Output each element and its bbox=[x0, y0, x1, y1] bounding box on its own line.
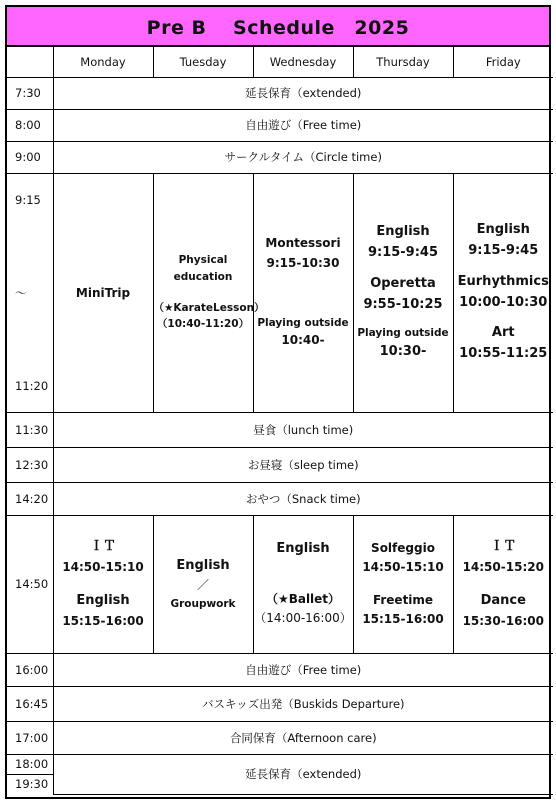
activity-cell: 合同保育（Afternoon care) bbox=[53, 721, 553, 754]
activity-label: English bbox=[476, 222, 530, 238]
time-cell: 17:00 bbox=[7, 721, 53, 754]
time-end: 11:20 bbox=[15, 378, 49, 393]
corner-cell bbox=[7, 47, 53, 77]
thursday-morning-cell bbox=[353, 173, 453, 412]
header-row bbox=[7, 47, 553, 77]
activity-note: （★Ballet） bbox=[265, 592, 341, 607]
activity-label: Art bbox=[491, 325, 515, 341]
time-cell: 16:00 bbox=[7, 653, 53, 686]
activity-label: ＩＴ bbox=[490, 539, 517, 555]
activity-label: Dance bbox=[480, 593, 526, 608]
day-header-friday: Friday bbox=[453, 47, 553, 77]
activity-time: 9:15-9:45 bbox=[468, 242, 539, 258]
row-1130 bbox=[7, 412, 553, 447]
activity-label: Physical education bbox=[173, 253, 233, 283]
activity-time: 10:40- bbox=[281, 333, 325, 348]
wednesday-afternoon-cell bbox=[253, 515, 353, 653]
activity-cell: 昼食（lunch time) bbox=[53, 412, 553, 447]
activity-time: 14:50-15:10 bbox=[362, 559, 444, 574]
activity-time: 9:15-9:45 bbox=[367, 244, 439, 260]
row-afternoon bbox=[7, 515, 553, 653]
time-cell: 14:50 bbox=[7, 515, 53, 653]
activity-label: English bbox=[376, 224, 430, 240]
activity-time: 9:55-10:25 bbox=[363, 296, 443, 312]
activity-label: Operetta bbox=[370, 275, 436, 291]
schedule-sheet bbox=[5, 5, 551, 799]
friday-afternoon-cell bbox=[453, 515, 553, 653]
activity-time: （14:00-16:00） bbox=[254, 611, 352, 626]
activity-cell: 延長保育（extended) bbox=[53, 754, 553, 794]
activity-time: 10:55-11:25 bbox=[459, 346, 548, 362]
time-cell: 7:30 bbox=[7, 77, 53, 109]
time-start: 9:15 bbox=[15, 192, 41, 207]
activity-time: 15:15-16:00 bbox=[362, 612, 444, 627]
activity-label: Solfeggio bbox=[371, 540, 435, 555]
time-cell: 8:00 bbox=[7, 109, 53, 141]
day-header-wednesday: Wednesday bbox=[253, 47, 353, 77]
time-cell: 16:45 bbox=[7, 686, 53, 721]
row-0730 bbox=[7, 77, 553, 109]
time-cell-morning bbox=[7, 173, 53, 412]
activity-time: 10:30- bbox=[379, 344, 427, 360]
activity-label: English bbox=[176, 557, 230, 573]
friday-morning-cell bbox=[453, 173, 553, 412]
day-header-monday: Monday bbox=[53, 47, 153, 77]
row-1420 bbox=[7, 482, 553, 515]
time-cell: 18:00 bbox=[7, 754, 53, 774]
activity-label: Freetime bbox=[372, 593, 434, 607]
slash-mark: ／ bbox=[196, 578, 209, 593]
day-header-thursday: Thursday bbox=[353, 47, 453, 77]
thursday-afternoon-cell bbox=[353, 515, 453, 653]
activity-time: （10:40-11:20） bbox=[156, 318, 250, 331]
activity-cell: 延長保育（extended) bbox=[53, 77, 553, 109]
row-morning bbox=[7, 173, 553, 412]
activity-label: Groupwork bbox=[170, 597, 236, 610]
wednesday-morning-cell bbox=[253, 173, 353, 412]
row-1230 bbox=[7, 447, 553, 482]
tuesday-morning-cell bbox=[153, 173, 265, 412]
activity-note: （★KarateLesson） bbox=[153, 301, 265, 314]
time-cell: 12:30 bbox=[7, 447, 53, 482]
monday-morning-cell bbox=[53, 173, 153, 412]
activity-time: 10:00-10:30 bbox=[459, 294, 548, 310]
activity-label: English bbox=[276, 541, 330, 557]
schedule-table bbox=[7, 47, 553, 795]
tuesday-afternoon-cell bbox=[153, 515, 253, 653]
activity-cell: お昼寝（sleep time) bbox=[53, 447, 553, 482]
activity-time: 14:50-15:20 bbox=[462, 559, 544, 574]
activity-cell: 自由遊び（Free time) bbox=[53, 109, 553, 141]
row-1645 bbox=[7, 686, 553, 721]
activity-label: Playing outside bbox=[257, 316, 349, 329]
day-header-tuesday: Tuesday bbox=[153, 47, 253, 77]
time-cell: 11:30 bbox=[7, 412, 53, 447]
monday-afternoon-cell bbox=[53, 515, 153, 653]
time-cell: 9:00 bbox=[7, 141, 53, 173]
activity-label: MiniTrip bbox=[75, 285, 131, 300]
activity-cell: バスキッズ出発（Buskids Departure) bbox=[53, 686, 553, 721]
activity-time: 15:15-16:00 bbox=[62, 613, 144, 628]
activity-cell: 自由遊び（Free time) bbox=[53, 653, 553, 686]
activity-label: Eurhythmics bbox=[457, 273, 549, 289]
activity-label: Montessori bbox=[265, 236, 341, 251]
row-1600 bbox=[7, 653, 553, 686]
time-cell: 14:20 bbox=[7, 482, 53, 515]
schedule-title: Pre B Schedule 2025 bbox=[7, 7, 549, 47]
row-0800 bbox=[7, 109, 553, 141]
row-1700 bbox=[7, 721, 553, 754]
activity-label: English bbox=[76, 593, 130, 608]
row-1800 bbox=[7, 754, 553, 774]
activity-cell: おやつ（Snack time) bbox=[53, 482, 553, 515]
time-cell: 19:30 bbox=[7, 774, 53, 794]
activity-label: Playing outside bbox=[357, 327, 449, 340]
activity-cell: サークルタイム（Circle time) bbox=[53, 141, 553, 173]
row-0900 bbox=[7, 141, 553, 173]
activity-label: ＩＴ bbox=[89, 539, 116, 555]
activity-time: 15:30-16:00 bbox=[462, 613, 544, 628]
activity-time: 9:15-10:30 bbox=[266, 255, 340, 270]
time-tilde: ～ bbox=[15, 285, 27, 300]
activity-time: 14:50-15:10 bbox=[62, 559, 144, 574]
